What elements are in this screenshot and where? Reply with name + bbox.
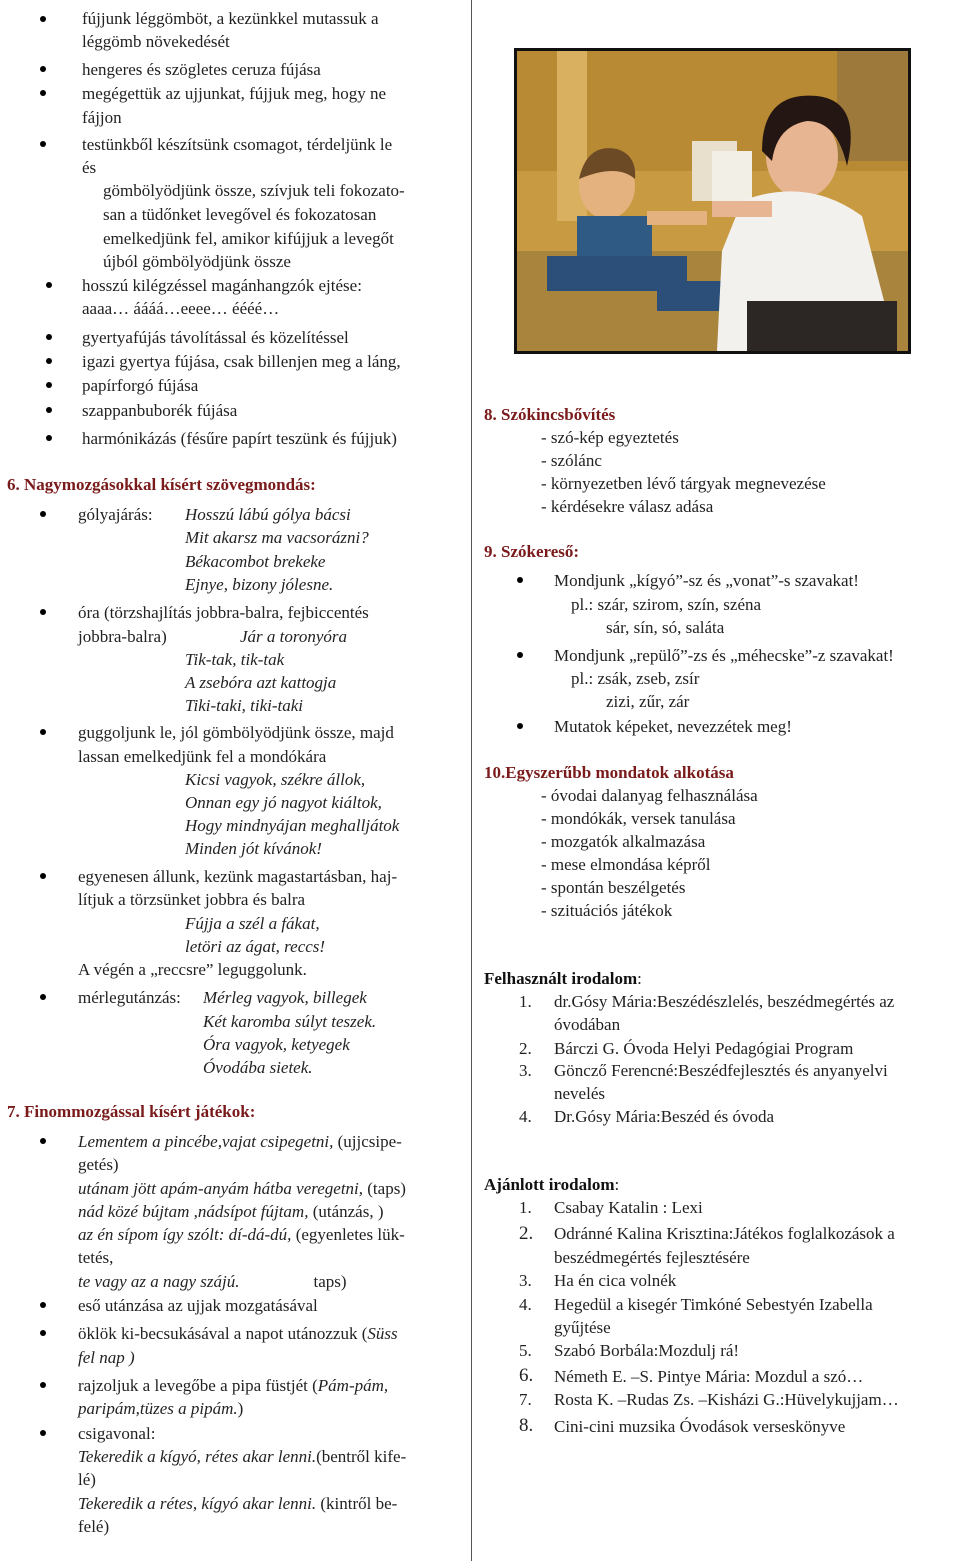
list-item: Rosta K. –Rudas Zs. –Kisházi G.:Hüvelykujjam…	[554, 1390, 899, 1409]
section-6-heading: 6. Nagymozgásokkal kísért szövegmondás:	[7, 475, 316, 494]
text-line: Mondjunk „repülő”-zs és „méhecske”-z szavakat!	[554, 646, 894, 665]
poem-line: Óra vagyok, ketyegek	[203, 1035, 350, 1054]
list-item: beszédmegértés fejlesztésére	[554, 1248, 750, 1267]
text-span: (kintről be-	[316, 1494, 398, 1513]
text-line: harmónikázás (fésűre papírt teszünk és fújjuk)	[82, 429, 397, 448]
column-divider	[471, 0, 472, 1561]
list-item: Hegedül a kisegér Timkóné Sebestyén Izabella	[554, 1295, 873, 1314]
poem-line: Hogy mindnyájan meghalljátok	[185, 816, 400, 835]
list-item: óvodában	[554, 1015, 621, 1034]
text-line: getés)	[78, 1155, 119, 1174]
bullet	[40, 66, 46, 72]
heading-text: Felhasznált irodalom	[484, 969, 638, 988]
photo-therapy-session	[514, 48, 911, 354]
text-span: taps)	[313, 1272, 347, 1291]
list-number: 4.	[519, 1107, 532, 1126]
heading-colon: :	[637, 969, 642, 988]
list-number: 1.	[519, 992, 532, 1011]
bullet	[40, 1330, 46, 1336]
text-line: mérlegutánzás:	[78, 988, 181, 1007]
text-line: fújjunk léggömböt, a kezünkkel mutassuk a	[82, 9, 379, 28]
list-number: 5.	[519, 1341, 532, 1360]
text-line: gömbölyödjünk össze, szívjuk teli fokozato-	[103, 181, 405, 200]
text-line: hosszú kilégzéssel magánhangzók ejtése:	[82, 276, 362, 295]
text-span: (utánzás, )	[312, 1202, 384, 1221]
text-span: paripám,tüzes a pipám.	[78, 1399, 238, 1418]
list-item: Csabay Katalin : Lexi	[554, 1198, 703, 1217]
text-line: pl.: zsák, zseb, zsír	[571, 669, 700, 688]
list-number: 1.	[519, 1198, 532, 1217]
text-line: és	[82, 158, 97, 177]
text-line	[78, 1272, 347, 1292]
poem-line: Minden jót kívánok!	[185, 839, 322, 858]
bullet	[40, 873, 46, 879]
text-line	[78, 1132, 402, 1152]
heading-colon: :	[614, 1175, 620, 1194]
list-item: nevelés	[554, 1084, 605, 1103]
bullet	[517, 723, 523, 729]
text-line	[78, 1494, 397, 1514]
bullet	[517, 652, 523, 658]
poem-line: Mérleg vagyok, billegek	[203, 988, 367, 1007]
text-line: guggoljunk le, jól gömbölyödjünk össze, majd	[78, 723, 394, 742]
text-line: csigavonal:	[78, 1424, 156, 1443]
text-line	[78, 1376, 388, 1396]
bullet	[46, 435, 52, 441]
list-item: Ha én cica volnék	[554, 1271, 677, 1290]
text-line: felé)	[78, 1517, 110, 1536]
text-line: igazi gyertya fújása, csak billenjen meg a láng,	[82, 352, 401, 371]
poem-line: Kicsi vagyok, székre állok,	[185, 770, 366, 789]
text-line: - spontán beszélgetés	[541, 878, 686, 897]
text-line: - mese elmondása képről	[541, 855, 711, 874]
text-line: újból gömbölyödjünk össze	[103, 252, 291, 271]
text-span: (bentről kife-	[316, 1447, 407, 1466]
text-line: Mondjunk „kígyó”-sz és „vonat”-s szavakat!	[554, 571, 859, 590]
list-item: Dr.Gósy Mária:Beszéd és óvoda	[554, 1107, 775, 1126]
text-line: eső utánzása az ujjak mozgatásával	[78, 1296, 318, 1315]
bullet	[40, 609, 46, 615]
text-line: zizi, zűr, zár	[606, 692, 690, 711]
text-line	[78, 1225, 405, 1245]
list-item: gyűjtése	[554, 1318, 611, 1337]
text-line: - kérdésekre válasz adása	[541, 497, 714, 516]
text-line	[78, 1202, 384, 1222]
text-span: (ujjcsipe-	[337, 1132, 402, 1151]
text-line: A végén a „reccsre” leguggolunk.	[78, 960, 307, 979]
text-line: papírforgó fújása	[82, 376, 199, 395]
bullet	[46, 334, 52, 340]
poem-line: Tik-tak, tik-tak	[185, 650, 285, 669]
list-number: 2.	[519, 1039, 532, 1058]
list-item: dr.Gósy Mária:Beszédészlelés, beszédmegértés az	[554, 992, 895, 1011]
poem-line: Hosszú lábú gólya bácsi	[185, 505, 351, 524]
text-line: testünkből készítsünk csomagot, térdeljünk le	[82, 135, 393, 154]
text-line	[78, 1447, 406, 1467]
text-line: aaaa… áááá…eeee… éééé…	[82, 299, 280, 318]
text-span: (taps)	[367, 1179, 406, 1198]
bullet	[46, 382, 52, 388]
text-line: szappanbuborék fújása	[82, 401, 238, 420]
section-7-heading: 7. Finommozgással kísért játékok:	[7, 1102, 256, 1121]
section-8-heading: 8. Szókincsbővítés	[484, 405, 616, 424]
text-line: - szó-kép egyeztetés	[541, 428, 679, 447]
text-span: rajzoljuk a levegőbe a pipa füstjét (	[78, 1376, 318, 1395]
text-line: Mutatok képeket, nevezzétek meg!	[554, 717, 792, 736]
poem-line: Tiki-taki, tiki-taki	[185, 696, 304, 715]
text-line: megégettük az ujjunkat, fújjuk meg, hogy ne	[82, 84, 387, 103]
list-item: Németh E. –S. Pintye Mária: Mozdul a szó…	[554, 1367, 864, 1386]
text-line: tetés,	[78, 1248, 114, 1267]
poem-line: Fújja a szél a fákat,	[185, 914, 320, 933]
text-line	[78, 1324, 398, 1344]
list-item: Odránné Kalina Krisztina:Játékos foglalkozások a	[554, 1224, 895, 1243]
text-line: gyertyafújás távolítással és közelítéssel	[82, 328, 349, 347]
bullet	[40, 1382, 46, 1388]
poem-line: Óvodába sietek.	[203, 1058, 313, 1077]
poem-line: A zsebóra azt kattogja	[185, 673, 337, 692]
list-item: Göncző Ferencné:Beszédfejlesztés és anyanyelvi	[554, 1061, 888, 1080]
poem-line: letöri az ágat, reccs!	[185, 937, 326, 956]
bullet	[40, 1302, 46, 1308]
text-span: te vagy az a nagy szájú.	[78, 1272, 240, 1291]
text-span: )	[237, 1399, 244, 1418]
text-span: Lementem a pincébe,vajat csipegetni,	[78, 1132, 334, 1151]
bullet	[40, 16, 46, 22]
text-span: öklök ki-becsukásával a napot utánozzuk (	[78, 1324, 368, 1343]
recommended-heading	[484, 1175, 619, 1195]
section-10-heading: 10.Egyszerűbb mondatok alkotása	[484, 763, 734, 782]
text-line: pl.: szár, szirom, szín, széna	[571, 595, 762, 614]
bullet	[40, 141, 46, 147]
text-line: sár, sín, só, saláta	[606, 618, 725, 637]
text-line: - óvodai dalanyag felhasználása	[541, 786, 758, 805]
bullet	[46, 282, 52, 288]
list-item: Cini-cini muzsika Óvodások verseskönyve	[554, 1417, 846, 1436]
bullet	[40, 511, 46, 517]
text-line: lassan emelkedjünk fel a mondókára	[78, 747, 327, 766]
bullet	[40, 994, 46, 1000]
text-span: az én sípom így szólt: dí-dá-dú,	[78, 1225, 292, 1244]
text-span: Tekeredik a rétes, kígyó akar lenni.	[78, 1494, 317, 1513]
bullet	[40, 1138, 46, 1144]
text-span: utánam jött apám-anyám hátba veregetni,	[78, 1179, 364, 1198]
text-span: Süss	[367, 1324, 398, 1343]
literature-heading	[484, 969, 642, 989]
text-span: Tekeredik a kígyó, rétes akar lenni.	[78, 1447, 317, 1466]
text-span: (egyenletes lük-	[295, 1225, 405, 1244]
text-line: lé)	[78, 1470, 96, 1489]
text-line: egyenesen állunk, kezünk magastartásban, haj-	[78, 867, 398, 886]
list-number: 3.	[519, 1271, 532, 1290]
list-number: 4.	[519, 1295, 532, 1314]
text-line: fel nap )	[78, 1348, 135, 1367]
text-line: hengeres és szögletes ceruza fújása	[82, 60, 321, 79]
text-line: jobbra-balra)	[78, 627, 167, 646]
poem-line: Békacombot brekeke	[185, 552, 326, 571]
poem-line: Jár a toronyóra	[240, 627, 348, 646]
list-number: 2.	[519, 1223, 534, 1244]
text-line: lítjuk a törzsünket jobbra és balra	[78, 890, 306, 909]
text-line: léggömb növekedését	[82, 32, 230, 51]
list-number: 3.	[519, 1061, 532, 1080]
text-line: - mondókák, versek tanulása	[541, 809, 736, 828]
bullet	[40, 729, 46, 735]
bullet	[517, 577, 523, 583]
bullet	[46, 358, 52, 364]
text-line: - mozgatók alkalmazása	[541, 832, 706, 851]
bullet	[40, 90, 46, 96]
list-item: Szabó Borbála:Mozdulj rá!	[554, 1341, 740, 1360]
list-number: 7.	[519, 1390, 532, 1409]
text-line: - környezetben lévő tárgyak megnevezése	[541, 474, 826, 493]
section-9-heading: 9. Szókereső:	[484, 542, 580, 561]
poem-line: Mit akarsz ma vacsorázni?	[185, 528, 369, 547]
text-line: gólyajárás:	[78, 505, 153, 524]
poem-line: Két karomba súlyt teszek.	[203, 1012, 377, 1031]
text-line: san a tüdőnket levegővel és fokozatosan	[103, 205, 377, 224]
text-line: - szólánc	[541, 451, 602, 470]
text-line: - szituációs játékok	[541, 901, 673, 920]
text-span: nád közé bújtam ,nádsípot fújtam,	[78, 1202, 309, 1221]
text-line: emelkedjünk fel, amikor kifújjuk a levegőt	[103, 229, 394, 248]
poem-line: Ejnye, bizony jólesne.	[185, 575, 334, 594]
text-line: fájjon	[82, 108, 122, 127]
text-span: Pám-pám,	[317, 1376, 389, 1395]
poem-line: Onnan egy jó nagyot kiáltok,	[185, 793, 382, 812]
text-line: óra (törzshajlítás jobbra-balra, fejbiccentés	[78, 603, 369, 622]
heading-text: Ajánlott irodalom	[484, 1175, 615, 1194]
text-line	[78, 1399, 243, 1419]
list-item: Bárczi G. Óvoda Helyi Pedagógiai Program	[554, 1039, 854, 1058]
text-line	[78, 1179, 406, 1199]
list-number: 8.	[519, 1415, 534, 1436]
bullet	[46, 407, 52, 413]
list-number: 6.	[519, 1365, 534, 1386]
bullet	[40, 1430, 46, 1436]
